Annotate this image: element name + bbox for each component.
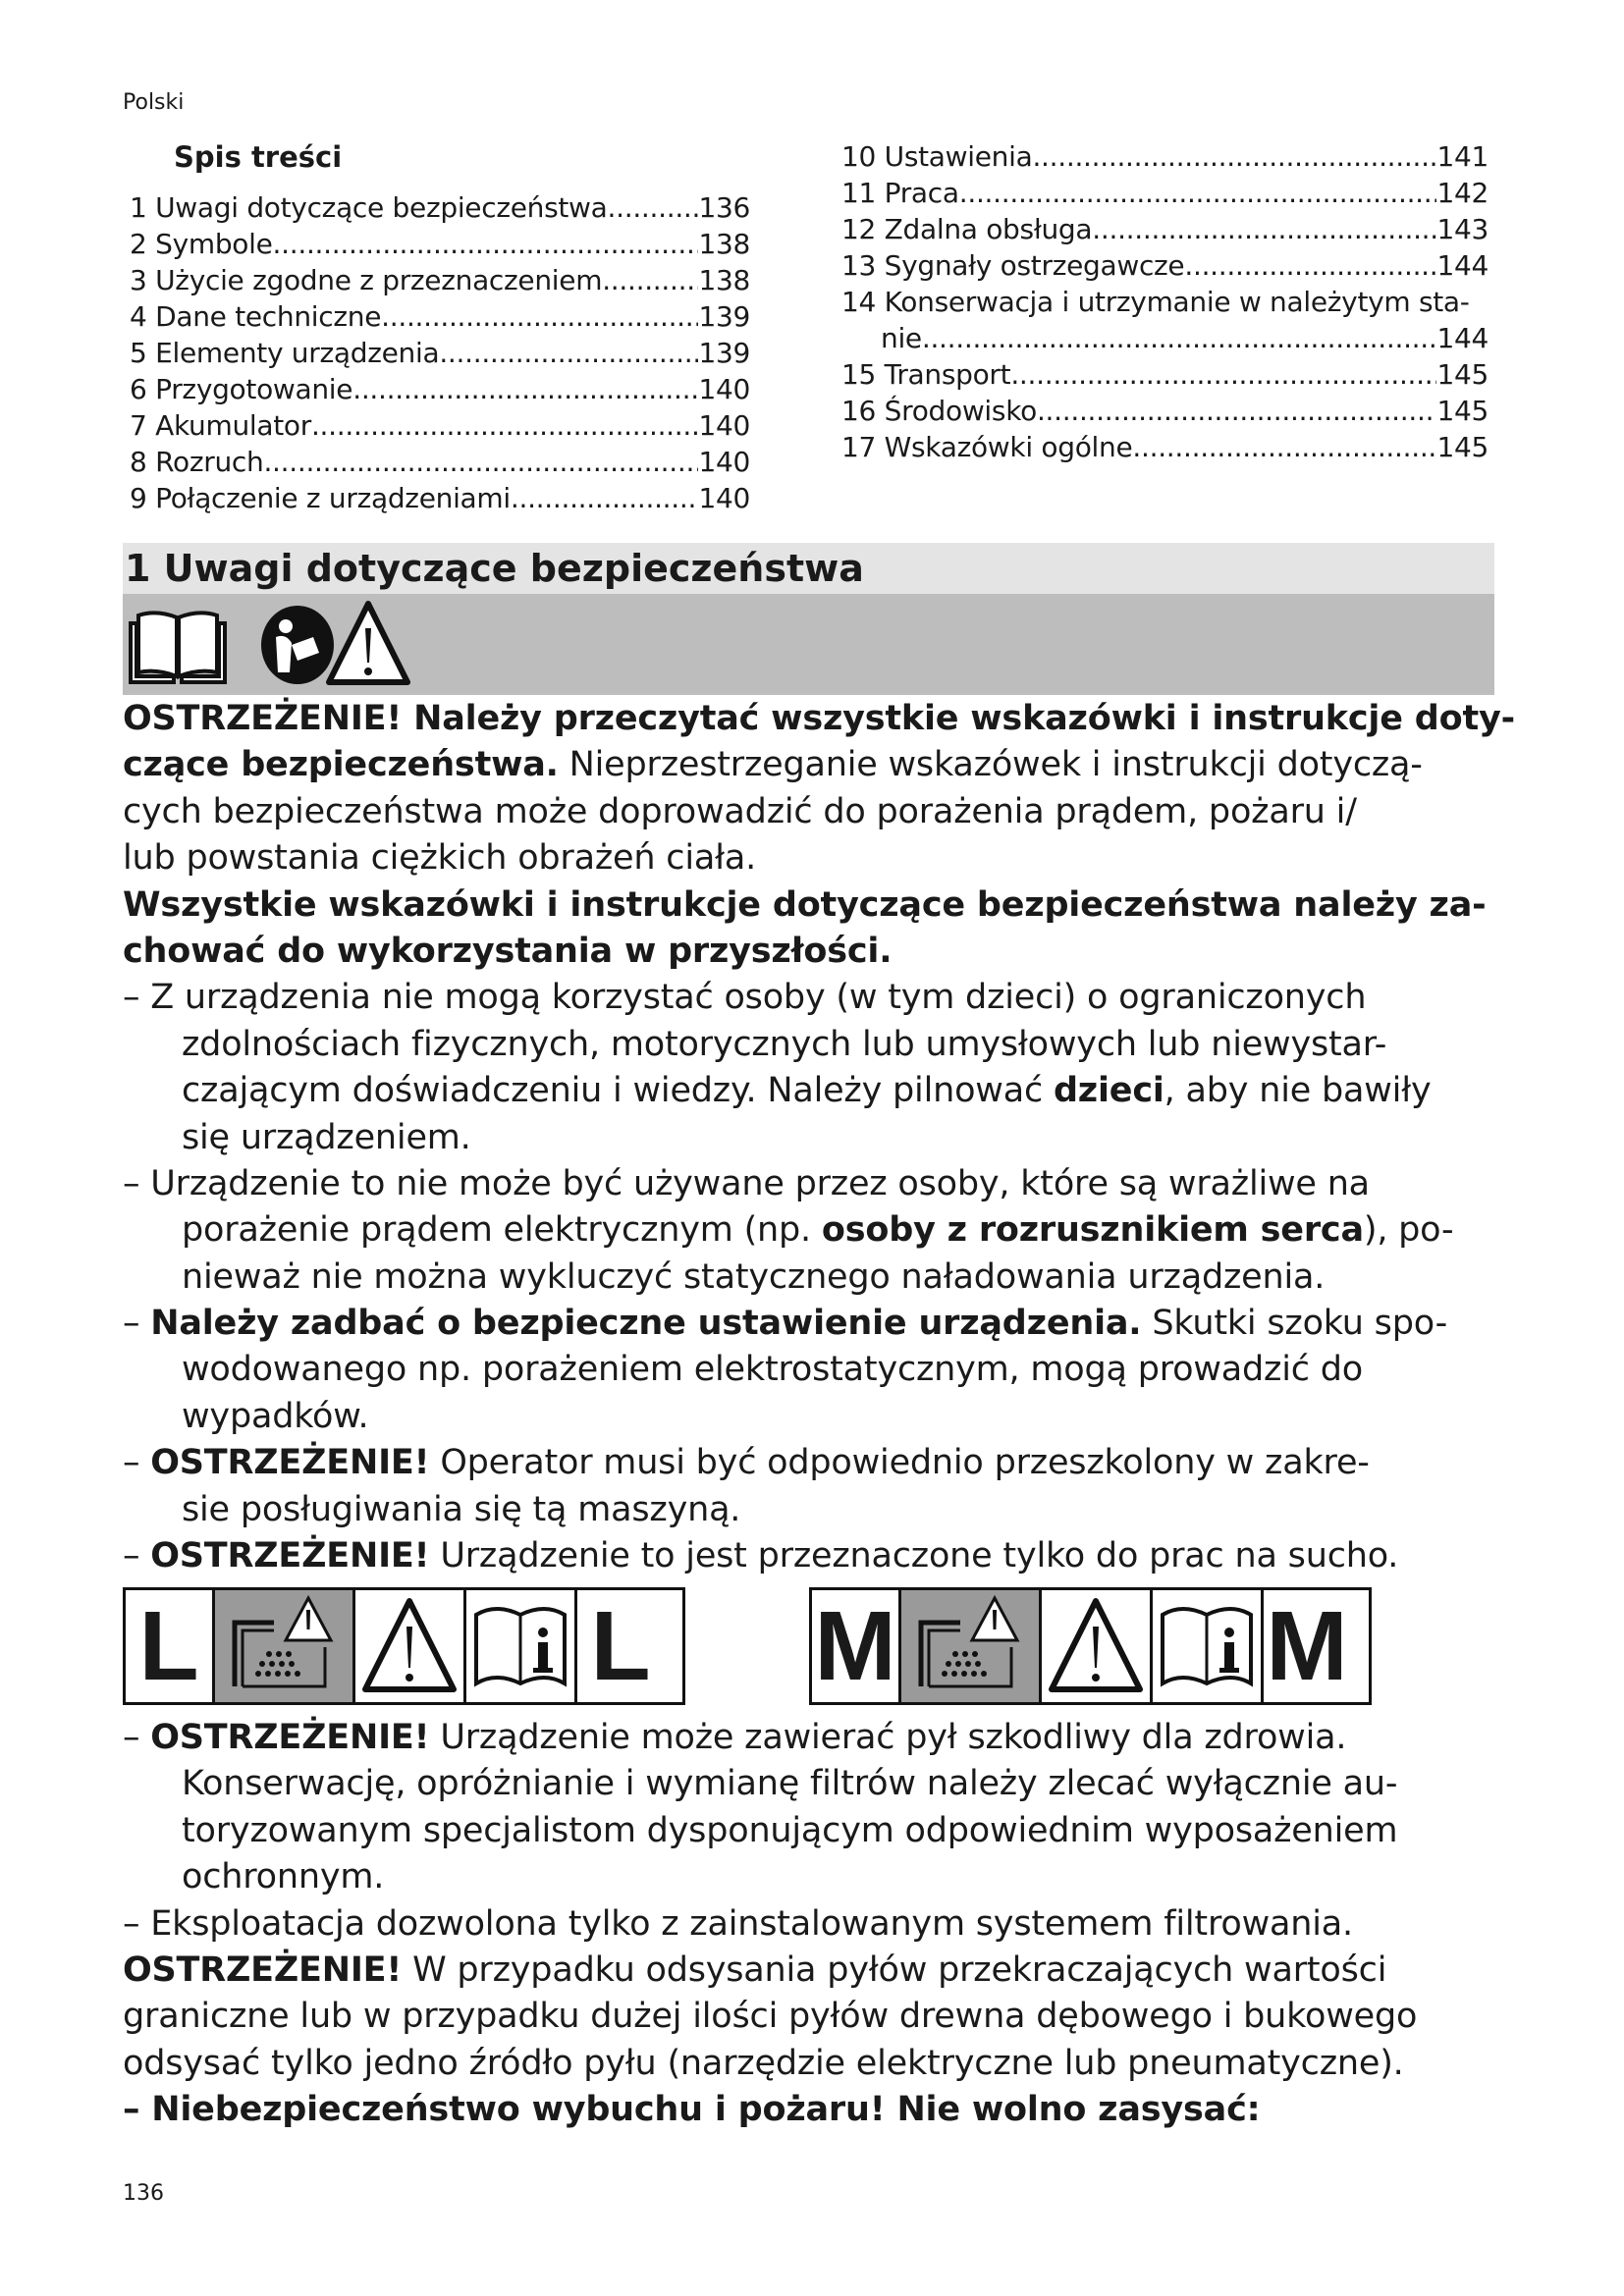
toc-entry-label: 17 Wskazówki ogólne [841, 431, 1133, 463]
toc-entry[interactable] [130, 262, 750, 298]
toc-entry-page: 140 [698, 409, 750, 442]
toc-entry-page: 138 [698, 264, 750, 296]
toc-entry[interactable] [841, 284, 1489, 320]
bold-text: chować do wykorzystania w przyszłości. [123, 931, 893, 971]
page-number: 136 [123, 2181, 164, 2206]
toc-entry[interactable] [130, 335, 750, 371]
toc-leader [381, 298, 698, 335]
toc-entry-label: nie [881, 322, 922, 354]
text-line [123, 1487, 1517, 1533]
read-manual-info-icon [1153, 1590, 1264, 1702]
section-heading-band [123, 543, 1494, 594]
text: czającym doświadczeniu i wiedzy. Należy pilnować [182, 1071, 1054, 1111]
toc-entry-label: 12 Zdalna obsługa [841, 213, 1093, 245]
text-line [123, 1394, 1517, 1440]
bold-text: – Niebezpieczeństwo wybuchu i pożaru! Nie wolno zasysać: [123, 2090, 1261, 2130]
toc-entry[interactable] [841, 356, 1489, 393]
text: graniczne lub w przypadku dużej ilości pyłów drewna dębowego i bukowego [123, 1997, 1418, 2037]
dust-class-letter: M [812, 1590, 901, 1702]
text-line [123, 975, 1517, 1021]
toc-entry-page: 144 [1436, 322, 1489, 354]
text-line [123, 1761, 1517, 1807]
toc-entry-page: 144 [1436, 249, 1489, 282]
toc-leader [511, 480, 699, 516]
text: wypadków. [182, 1396, 369, 1436]
warning-triangle-icon [355, 1590, 466, 1702]
text: odsysać tylko jedno źródło pyłu (narzędzie elektryczne lub pneumatyczne). [123, 2043, 1404, 2083]
text: Konserwację, opróżnianie i wymianę filtrów należy zlecać wyłącznie au- [182, 1764, 1398, 1804]
text-line [123, 1854, 1517, 1900]
safety-text-block-1 [123, 696, 1517, 1579]
bold-text: OSTRZEŻENIE! [150, 1718, 430, 1757]
text: sie posługiwania się tą maszyną. [182, 1489, 741, 1529]
bold-text: OSTRZEŻENIE! [150, 1443, 430, 1483]
toc-entry-label: 8 Rozruch [130, 446, 264, 478]
text: lub powstania ciężkich obrażeń ciała. [123, 838, 757, 879]
text: – Z urządzenia nie mogą korzystać osoby (w tym dzieci) o ograniczonych [123, 978, 1367, 1018]
text-line [123, 1347, 1517, 1393]
toc-entry-page: 142 [1436, 177, 1489, 209]
bold-text: Wszystkie wskazówki i instrukcje dotyczące bezpieczeństwa należy za- [123, 884, 1487, 925]
dust-class-m-panel [809, 1587, 1372, 1705]
toc-leader [1184, 247, 1436, 284]
text: Operator musi być odpowiednio przeszkolony w zakre- [429, 1443, 1370, 1483]
text: nieważ nie można wykluczyć statycznego naładowania urządzenia. [182, 1256, 1326, 1297]
text-line [123, 1808, 1517, 1854]
toc-leader [1010, 356, 1436, 393]
toc-leader [1032, 138, 1436, 175]
toc-leader [311, 407, 699, 444]
text: wodowanego np. porażeniem elektrostatycznym, mogą prowadzić do [182, 1350, 1363, 1390]
toc-entry[interactable] [130, 444, 750, 480]
toc-entry-label: 16 Środowisko [841, 395, 1037, 427]
toc-leader [439, 335, 698, 371]
toc-leader [263, 444, 698, 480]
toc-entry-label: 2 Symbole [130, 228, 273, 260]
toc-entry[interactable] [130, 298, 750, 335]
toc-entry-label: 13 Sygnały ostrzegawcze [841, 249, 1185, 282]
dust-class-l-panel [123, 1587, 685, 1705]
section-title: 1 Uwagi dotyczące bezpieczeństwa [125, 547, 864, 590]
toc-entry-page: 141 [1436, 140, 1489, 173]
bold-text: dzieci [1053, 1071, 1164, 1111]
toc-leader [602, 262, 698, 298]
text: – [123, 1304, 151, 1344]
toc-leader [1037, 393, 1437, 429]
text-line [123, 1161, 1517, 1207]
toc-entry-label: 14 Konserwacja i utrzymanie w należytym sta- [841, 286, 1470, 318]
dust-class-letter: L [126, 1590, 215, 1702]
hazardous-dust-icon [215, 1590, 355, 1702]
toc-entry[interactable] [130, 480, 750, 516]
toc-entry[interactable] [841, 393, 1489, 429]
text: – [123, 1718, 151, 1757]
toc-entry[interactable] [841, 429, 1489, 465]
text: Urządzenie może zawierać pył szkodliwy dla zdrowia. [429, 1718, 1347, 1757]
text-line [123, 1440, 1517, 1486]
toc-entry-label: 7 Akumulator [130, 409, 311, 442]
text-line [123, 1533, 1517, 1579]
text-line [123, 1207, 1517, 1254]
text: zdolnościach fizycznych, motorycznych lub umysłowych lub niewystar- [182, 1024, 1387, 1064]
text: porażenie prądem elektrycznym (np. [182, 1210, 822, 1251]
toc-entry-label: 4 Dane techniczne [130, 300, 382, 333]
text: ), po- [1363, 1210, 1454, 1251]
toc-leader [1132, 429, 1436, 465]
toc-entry-page: 145 [1436, 395, 1489, 427]
text-line [123, 1022, 1517, 1068]
text-line [123, 835, 1517, 881]
text-line [123, 1068, 1517, 1114]
toc-entry-page: 145 [1436, 358, 1489, 391]
toc-leader [273, 226, 699, 262]
toc-left-column [130, 189, 750, 516]
language-label: Polski [123, 90, 185, 115]
text-line [123, 1255, 1517, 1301]
bold-text: osoby z rozrusznikiem serca [821, 1210, 1364, 1251]
toc-leader [1092, 211, 1436, 247]
toc-entry-page: 139 [698, 337, 750, 369]
text-line [123, 696, 1517, 742]
toc-entry[interactable] [841, 211, 1489, 247]
toc-entry-label: 3 Użycie zgodne z przeznaczeniem [130, 264, 603, 296]
toc-entry[interactable] [130, 226, 750, 262]
text: cych bezpieczeństwa może doprowadzić do porażenia prądem, pożaru i/ [123, 791, 1357, 831]
toc-entry-continuation[interactable] [841, 320, 1489, 356]
toc-leader [922, 320, 1437, 356]
toc-entry-label: 10 Ustawienia [841, 140, 1033, 173]
text-line [123, 1301, 1517, 1347]
toc-entry-label: 1 Uwagi dotyczące bezpieczeństwa [130, 191, 608, 224]
toc-leader [608, 189, 699, 226]
toc-right-column [841, 138, 1489, 465]
toc-entry-label: 15 Transport [841, 358, 1011, 391]
toc-entry-page: 138 [698, 228, 750, 260]
text: – Eksploatacja dozwolona tylko z zainstalowanym systemem filtrowania. [123, 1903, 1353, 1944]
toc-entry-label: 5 Elementy urządzenia [130, 337, 440, 369]
toc-entry[interactable] [130, 371, 750, 407]
text: toryzowanym specjalistom dysponującym odpowiednim wyposażeniem [182, 1810, 1398, 1850]
toc-entry-page: 139 [698, 300, 750, 333]
safety-text-block-2 [123, 1715, 1517, 2134]
text-line [123, 2087, 1517, 2133]
dust-class-letter: M [1266, 1590, 1348, 1701]
toc-leader [959, 175, 1437, 211]
toc-leader [352, 371, 698, 407]
toc-entry-page: 140 [698, 482, 750, 514]
toc-title: Spis treści [174, 140, 343, 174]
text: W przypadku odsysania pyłów przekraczających wartości [402, 1949, 1387, 1990]
text-line [123, 789, 1517, 835]
text: Nieprzestrzeganie wskazówek i instrukcji dotyczą- [558, 745, 1423, 785]
hazardous-dust-icon [901, 1590, 1042, 1702]
text-line [123, 742, 1517, 788]
text: ochronnym. [182, 1857, 385, 1897]
bold-text: OSTRZEŻENIE! [150, 1536, 430, 1576]
text: , aby nie bawiły [1164, 1071, 1432, 1111]
read-manual-icon [131, 613, 225, 682]
toc-entry[interactable] [841, 175, 1489, 211]
toc-entry-page: 140 [698, 446, 750, 478]
toc-entry-page: 143 [1436, 213, 1489, 245]
toc-entry[interactable] [130, 407, 750, 444]
toc-entry[interactable] [841, 247, 1489, 284]
text-line [123, 1948, 1517, 1994]
toc-entry-label: 6 Przygotowanie [130, 373, 353, 405]
text: Skutki szoku spo- [1141, 1304, 1448, 1344]
toc-entry-page: 136 [698, 191, 750, 224]
toc-entry-label: 9 Połączenie z urządzeniami [130, 482, 511, 514]
warning-triangle-icon [1042, 1590, 1153, 1702]
text: się urządzeniem. [182, 1117, 471, 1157]
text: – Urządzenie to nie może być używane przez osoby, które są wrażliwe na [123, 1163, 1370, 1203]
text-line [123, 2041, 1517, 2087]
text-line [123, 929, 1517, 975]
read-manual-info-icon [466, 1590, 577, 1702]
toc-entry-label: 11 Praca [841, 177, 959, 209]
text-line [123, 1994, 1517, 2040]
text-line [123, 1901, 1517, 1948]
bold-text: Należy zadbać o bezpieczne ustawienie urządzenia. [150, 1304, 1142, 1344]
bold-text: OSTRZEŻENIE! [123, 1949, 403, 1990]
toc-entry-page: 140 [698, 373, 750, 405]
toc-entry[interactable] [130, 189, 750, 226]
text: – [123, 1536, 151, 1576]
bold-text: OSTRZEŻENIE! Należy przeczytać wszystkie wskazówki i instrukcje doty- [123, 699, 1515, 738]
toc-entry-page: 145 [1436, 431, 1489, 463]
warning-triangle-icon [329, 604, 407, 682]
safety-icon-band [123, 594, 1494, 695]
text-line [123, 882, 1517, 929]
text-line [123, 1715, 1517, 1761]
dust-class-letter: L [590, 1590, 651, 1701]
bold-text: czące bezpieczeństwa. [123, 745, 559, 785]
text: – [123, 1443, 151, 1483]
toc-entry[interactable] [841, 138, 1489, 175]
text-line [123, 1115, 1517, 1161]
read-instructions-pictogram-icon [261, 606, 334, 684]
text: Urządzenie to jest przeznaczone tylko do prac na sucho. [429, 1536, 1399, 1576]
